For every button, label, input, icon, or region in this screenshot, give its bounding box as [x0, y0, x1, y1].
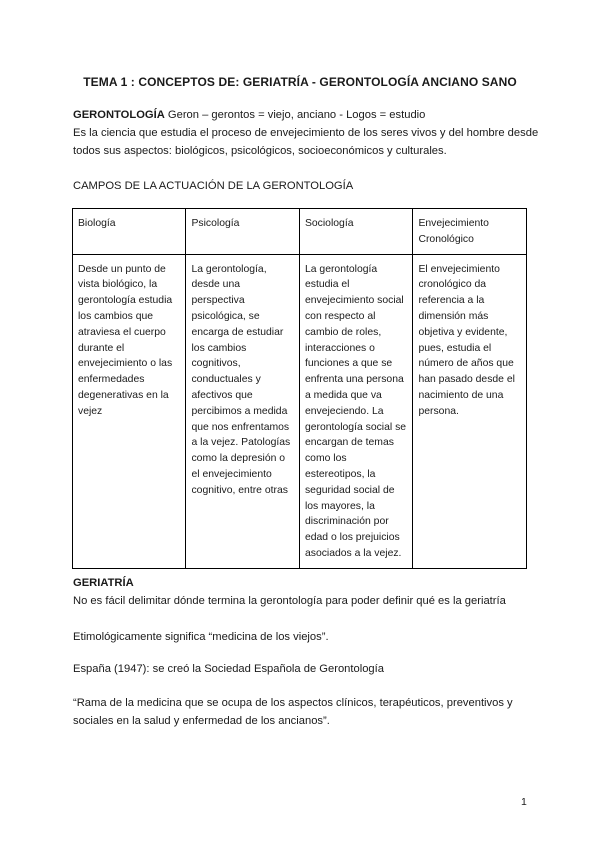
page-number: 1 — [521, 796, 527, 808]
gerontologia-paragraph — [73, 106, 543, 160]
geriatria-heading: GERIATRÍA — [73, 577, 134, 589]
geriatria-paragraph-2: Etimológicamente significa “medicina de los viejos”. — [73, 631, 329, 643]
geriatria-paragraph-3: España (1947): se creó la Sociedad Española de Gerontología — [73, 663, 384, 675]
table-cell-sociologia: La gerontología estudia el envejecimiento social con respecto al cambio de roles, interacciones o funciones a que se enfrenta una persona a medida que va envejeciendo. La gerontología social se encargan de temas como los estereotipos, la seguridad social de los mayores, la discriminación por edad o los prejuicios asociados a la vejez. — [299, 254, 412, 568]
table-cell-biologia: Desde un punto de vista biológico, la gerontología estudia los cambios que atraviesa el cuerpo durante el envejecimiento o las enfermedades degenerativas en la vejez — [73, 254, 186, 568]
table-header-biologia: Biología — [73, 209, 186, 255]
gerontologia-heading: GERONTOLOGÍA — [73, 109, 165, 121]
geriatria-quote: “Rama de la medicina que se ocupa de los aspectos clínicos, terapéuticos, preventivos y sociales en la salud y enfermedad de los ancianos”. — [73, 697, 513, 727]
table-row — [73, 254, 527, 568]
table-header-envejecimiento: Envejecimiento Cronológico — [413, 209, 527, 255]
table-header-sociologia: Sociología — [299, 209, 412, 255]
page-title: TEMA 1 : CONCEPTOS DE: GERIATRÍA - GERONTOLOGÍA ANCIANO SANO — [83, 75, 517, 89]
campos-table — [72, 208, 527, 569]
table-header-psicologia: Psicología — [186, 209, 299, 255]
table-header-row — [73, 209, 527, 255]
gerontologia-etymology: Geron – gerontos = viejo, anciano - Logos = estudio — [164, 109, 426, 121]
campos-heading: CAMPOS DE LA ACTUACIÓN DE LA GERONTOLOGÍA — [73, 180, 354, 192]
table-cell-envejecimiento: El envejecimiento cronológico da referencia a la dimensión más objetiva y evidente, pues, estudia el número de años que han pasado desde el nacimiento de una persona. — [413, 254, 527, 568]
geriatria-paragraph-1: No es fácil delimitar dónde termina la gerontología para poder definir qué es la geriatría — [73, 595, 506, 607]
table-cell-psicologia: La gerontología, desde una perspectiva psicológica, se encarga de estudiar los cambios cognitivos, conductuales y afectivos que percibimos a medida que nos enfrentamos a la vejez. Patologías como la depresión o el envejecimiento cognitivo, entre otras — [186, 254, 299, 568]
gerontologia-definition: Es la ciencia que estudia el proceso de envejecimiento de los seres vivos y del hombre desde todos sus aspectos: biológicos, psicológicos, socioeconómicos y culturales. — [73, 127, 539, 157]
